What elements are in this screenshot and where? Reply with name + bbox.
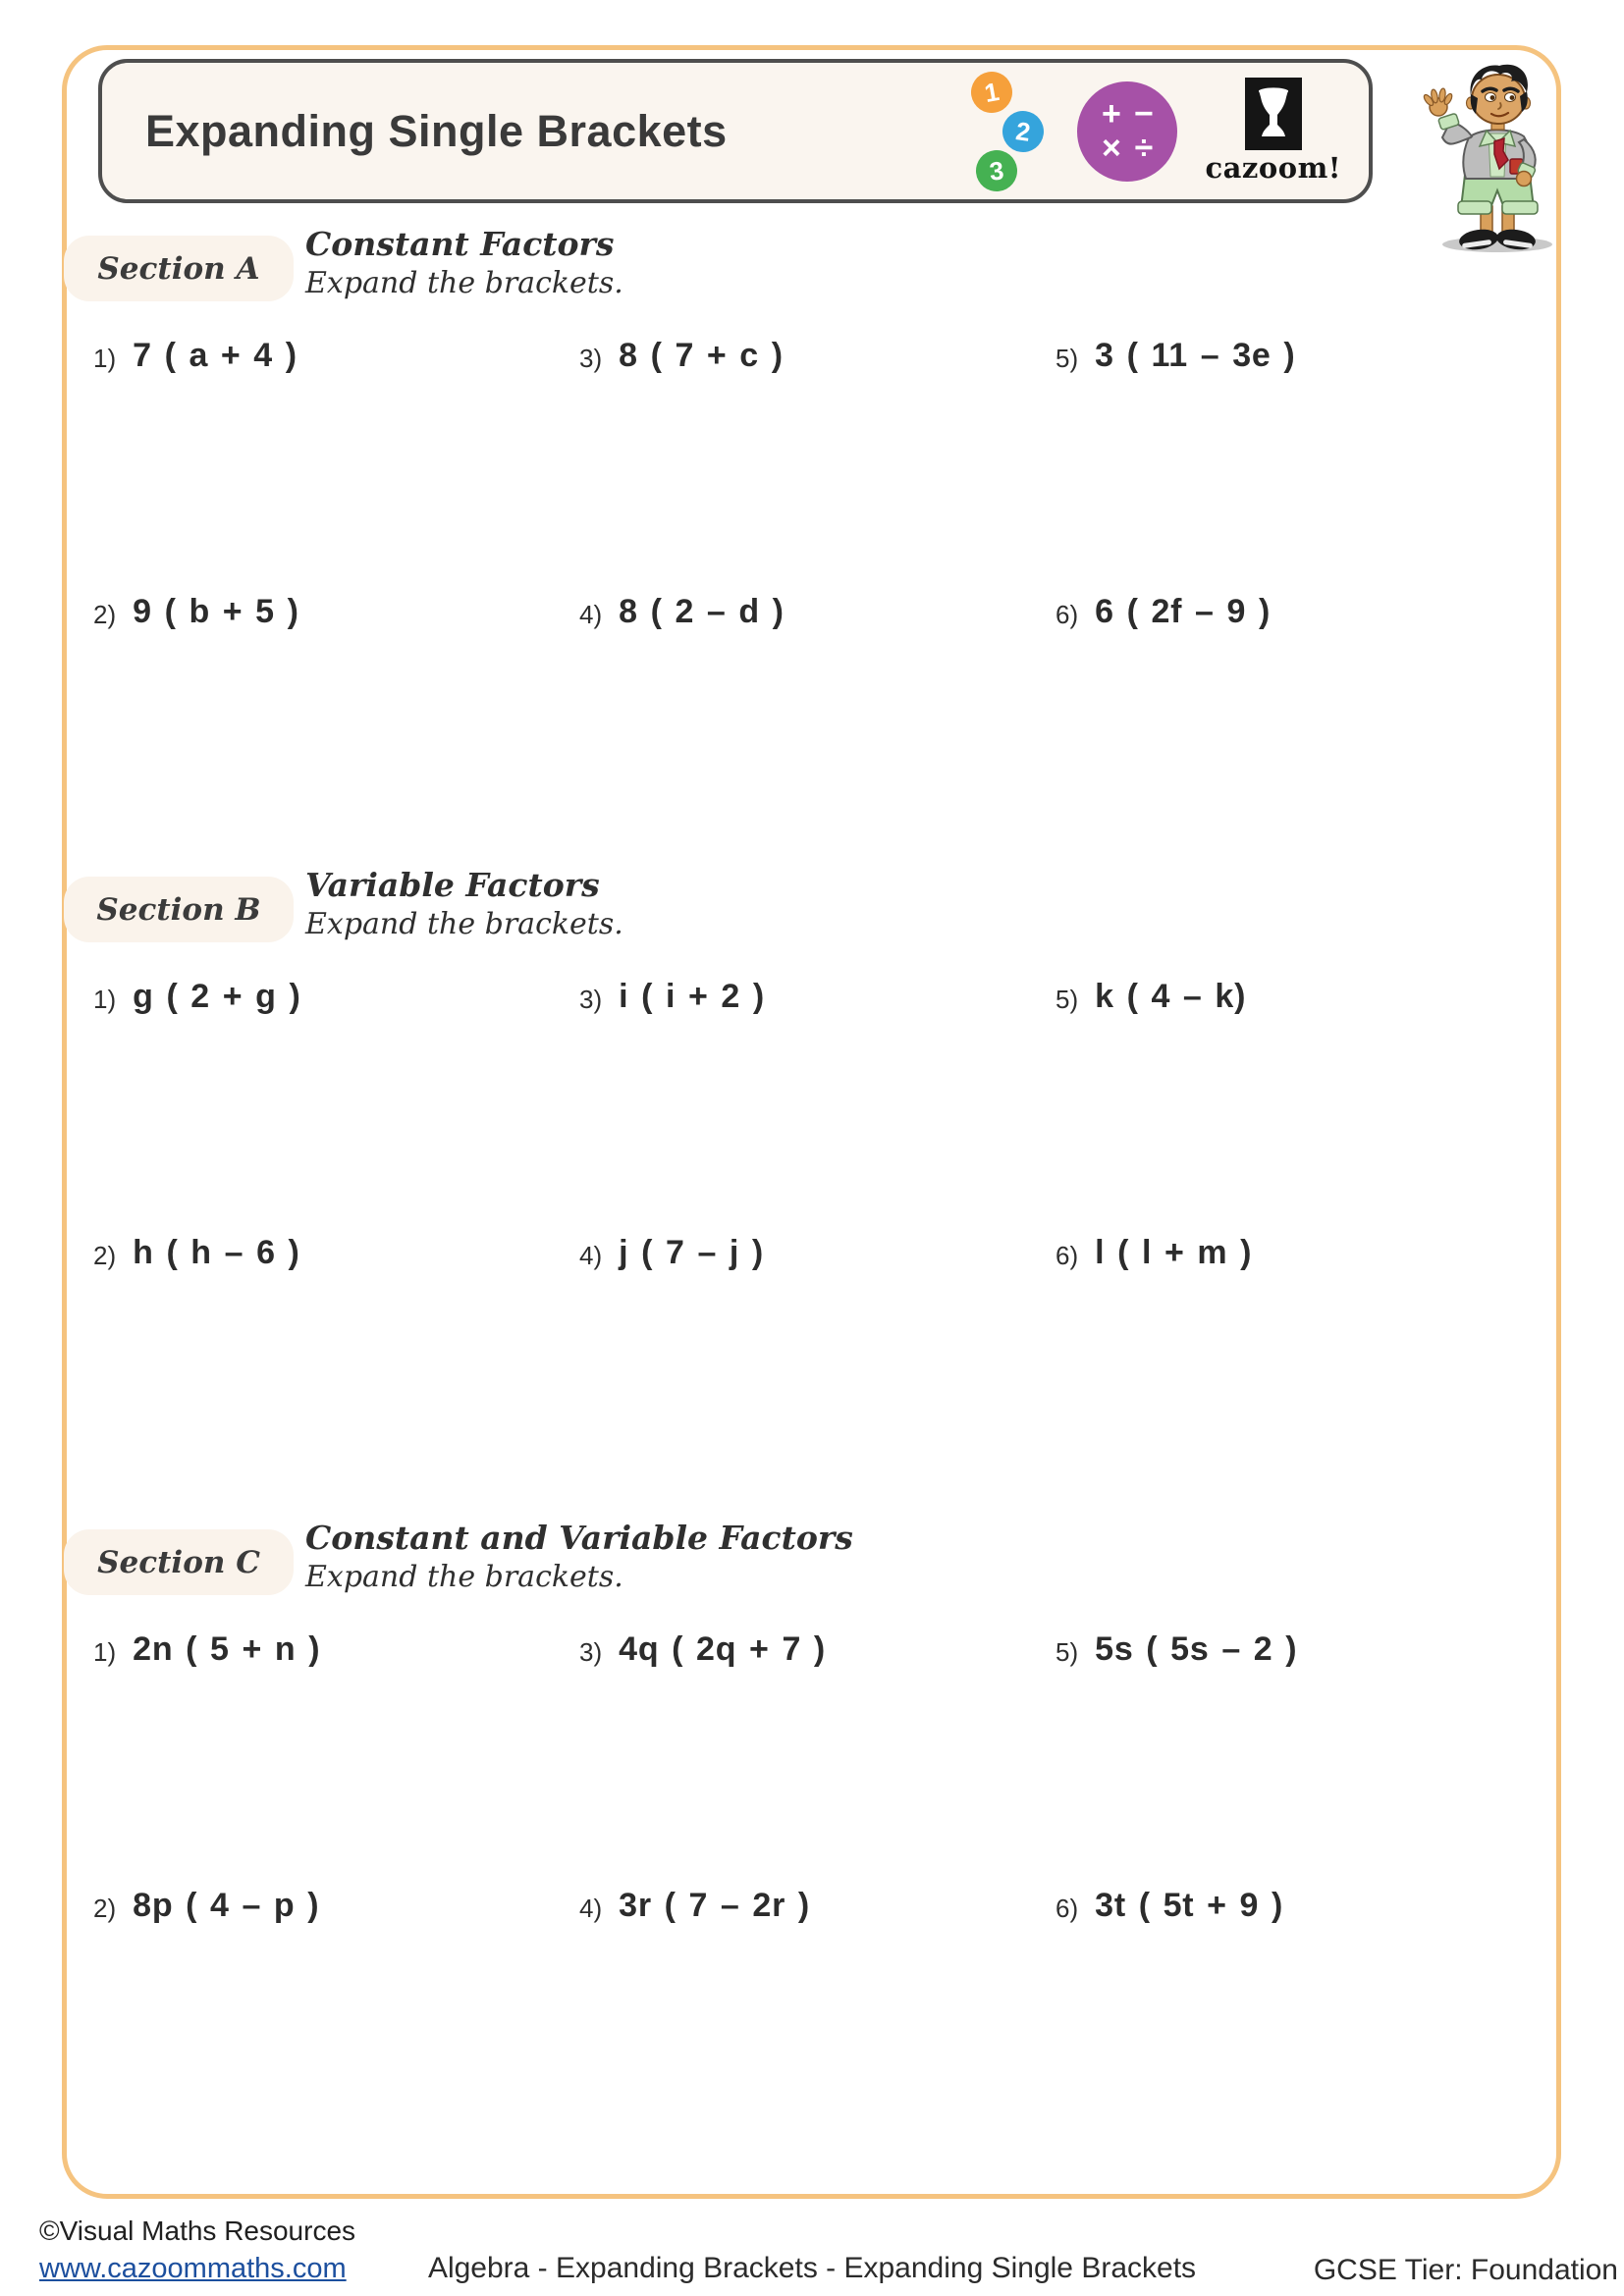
section-a-problems bbox=[93, 337, 1527, 849]
problem-number: 6) bbox=[1056, 1241, 1079, 1270]
problem-c3 bbox=[579, 1630, 1056, 1887]
problem-expression: 8 ( 7 + c ) bbox=[619, 337, 784, 374]
problem-b6 bbox=[1056, 1234, 1527, 1490]
problem-c4 bbox=[579, 1887, 1056, 2143]
section-b-label-chip bbox=[64, 877, 294, 942]
problem-expression: k ( 4 – k) bbox=[1095, 978, 1247, 1015]
problem-a6 bbox=[1056, 593, 1527, 849]
section-b-heading bbox=[305, 866, 623, 941]
problem-b4 bbox=[579, 1234, 1056, 1490]
section-a-title: Constant Factors bbox=[305, 225, 615, 263]
section-c-label-chip bbox=[64, 1529, 294, 1595]
section-b-problems bbox=[93, 978, 1527, 1490]
problem-number: 3) bbox=[579, 344, 603, 373]
problem-c5 bbox=[1056, 1630, 1527, 1887]
problem-number: 3) bbox=[579, 985, 603, 1014]
problem-expression: 8p ( 4 – p ) bbox=[133, 1887, 320, 1924]
problem-expression: 3r ( 7 – 2r ) bbox=[619, 1887, 811, 1924]
minus-icon: − bbox=[1134, 95, 1154, 133]
math-operators-icon bbox=[1077, 81, 1177, 182]
cazoom-logo bbox=[1205, 78, 1341, 185]
problem-expression: 6 ( 2f – 9 ) bbox=[1095, 593, 1272, 630]
problem-a5 bbox=[1056, 337, 1527, 593]
problem-expression: 4q ( 2q + 7 ) bbox=[619, 1630, 827, 1668]
problem-number: 5) bbox=[1056, 1637, 1079, 1667]
problem-expression: j ( 7 – j ) bbox=[619, 1234, 765, 1271]
page-title: Expanding Single Brackets bbox=[145, 105, 728, 156]
section-c-instruction: Expand the brackets. bbox=[305, 1560, 623, 1594]
problem-expression: 2n ( 5 + n ) bbox=[133, 1630, 321, 1668]
problem-number: 1) bbox=[93, 1637, 117, 1667]
problem-c2 bbox=[93, 1887, 579, 2143]
logo-cluster bbox=[971, 63, 1347, 199]
footer-breadcrumb: Algebra - Expanding Brackets - Expanding Single Brackets bbox=[427, 2252, 1197, 2284]
section-b-title: Variable Factors bbox=[305, 866, 600, 904]
problem-number: 4) bbox=[579, 1241, 603, 1270]
number-2-circle-icon: 2 bbox=[1001, 108, 1047, 154]
multiply-icon: × bbox=[1102, 130, 1121, 167]
section-c-label: Section C bbox=[97, 1544, 260, 1580]
mascot-boy-illustration bbox=[1402, 59, 1577, 257]
cazoom-wordmark: cazoom! bbox=[1205, 151, 1341, 185]
header bbox=[98, 59, 1373, 203]
section-b-instruction: Expand the brackets. bbox=[305, 907, 623, 941]
problem-expression: 3t ( 5t + 9 ) bbox=[1095, 1887, 1284, 1924]
section-a-label-chip bbox=[64, 236, 294, 301]
problem-expression: 7 ( a + 4 ) bbox=[133, 337, 298, 374]
problem-number: 5) bbox=[1056, 344, 1079, 373]
number-1-circle-icon: 1 bbox=[968, 68, 1016, 116]
problem-expression: h ( h – 6 ) bbox=[133, 1234, 300, 1271]
numbers-123-icon bbox=[971, 70, 1050, 193]
problem-number: 1) bbox=[93, 344, 117, 373]
section-c bbox=[62, 1519, 1561, 1924]
problem-c1 bbox=[93, 1630, 579, 1887]
problem-expression: i ( i + 2 ) bbox=[619, 978, 765, 1015]
problem-expression: g ( 2 + g ) bbox=[133, 978, 301, 1015]
problem-number: 2) bbox=[93, 1894, 117, 1923]
section-b bbox=[62, 866, 1561, 1271]
section-c-problems bbox=[93, 1630, 1527, 2143]
drum-icon bbox=[1245, 78, 1302, 150]
problem-expression: l ( l + m ) bbox=[1095, 1234, 1253, 1271]
section-c-title: Constant and Variable Factors bbox=[305, 1519, 853, 1557]
problem-number: 2) bbox=[93, 600, 117, 629]
section-a-instruction: Expand the brackets. bbox=[305, 266, 623, 300]
problem-a2 bbox=[93, 593, 579, 849]
problem-expression: 9 ( b + 5 ) bbox=[133, 593, 299, 630]
section-a-label: Section A bbox=[97, 250, 260, 287]
problem-a4 bbox=[579, 593, 1056, 849]
problem-b3 bbox=[579, 978, 1056, 1234]
cazoommaths-link[interactable]: www.cazoommaths.com bbox=[39, 2252, 347, 2284]
problem-b2 bbox=[93, 1234, 579, 1490]
problem-c6 bbox=[1056, 1887, 1527, 2143]
problem-number: 3) bbox=[579, 1637, 603, 1667]
problem-b1 bbox=[93, 978, 579, 1234]
problem-number: 1) bbox=[93, 985, 117, 1014]
problem-b5 bbox=[1056, 978, 1527, 1234]
divide-icon: ÷ bbox=[1134, 130, 1154, 167]
problem-number: 4) bbox=[579, 1894, 603, 1923]
problem-number: 4) bbox=[579, 600, 603, 629]
section-a bbox=[62, 225, 1561, 630]
section-b-label: Section B bbox=[96, 891, 261, 928]
problem-number: 6) bbox=[1056, 600, 1079, 629]
copyright-text: ©Visual Maths Resources bbox=[39, 2216, 356, 2246]
problem-number: 2) bbox=[93, 1241, 117, 1270]
plus-icon: + bbox=[1102, 95, 1121, 133]
problem-a1 bbox=[93, 337, 579, 593]
section-a-heading bbox=[305, 225, 623, 300]
number-3-circle-icon: 3 bbox=[974, 147, 1019, 192]
problem-expression: 3 ( 11 – 3e ) bbox=[1095, 337, 1296, 374]
problem-expression: 5s ( 5s – 2 ) bbox=[1095, 1630, 1298, 1668]
footer-tier: GCSE Tier: Foundation bbox=[1313, 2254, 1618, 2286]
problem-expression: 8 ( 2 – d ) bbox=[619, 593, 785, 630]
problem-number: 6) bbox=[1056, 1894, 1079, 1923]
problem-number: 5) bbox=[1056, 985, 1079, 1014]
section-c-heading bbox=[305, 1519, 853, 1594]
problem-a3 bbox=[579, 337, 1056, 593]
